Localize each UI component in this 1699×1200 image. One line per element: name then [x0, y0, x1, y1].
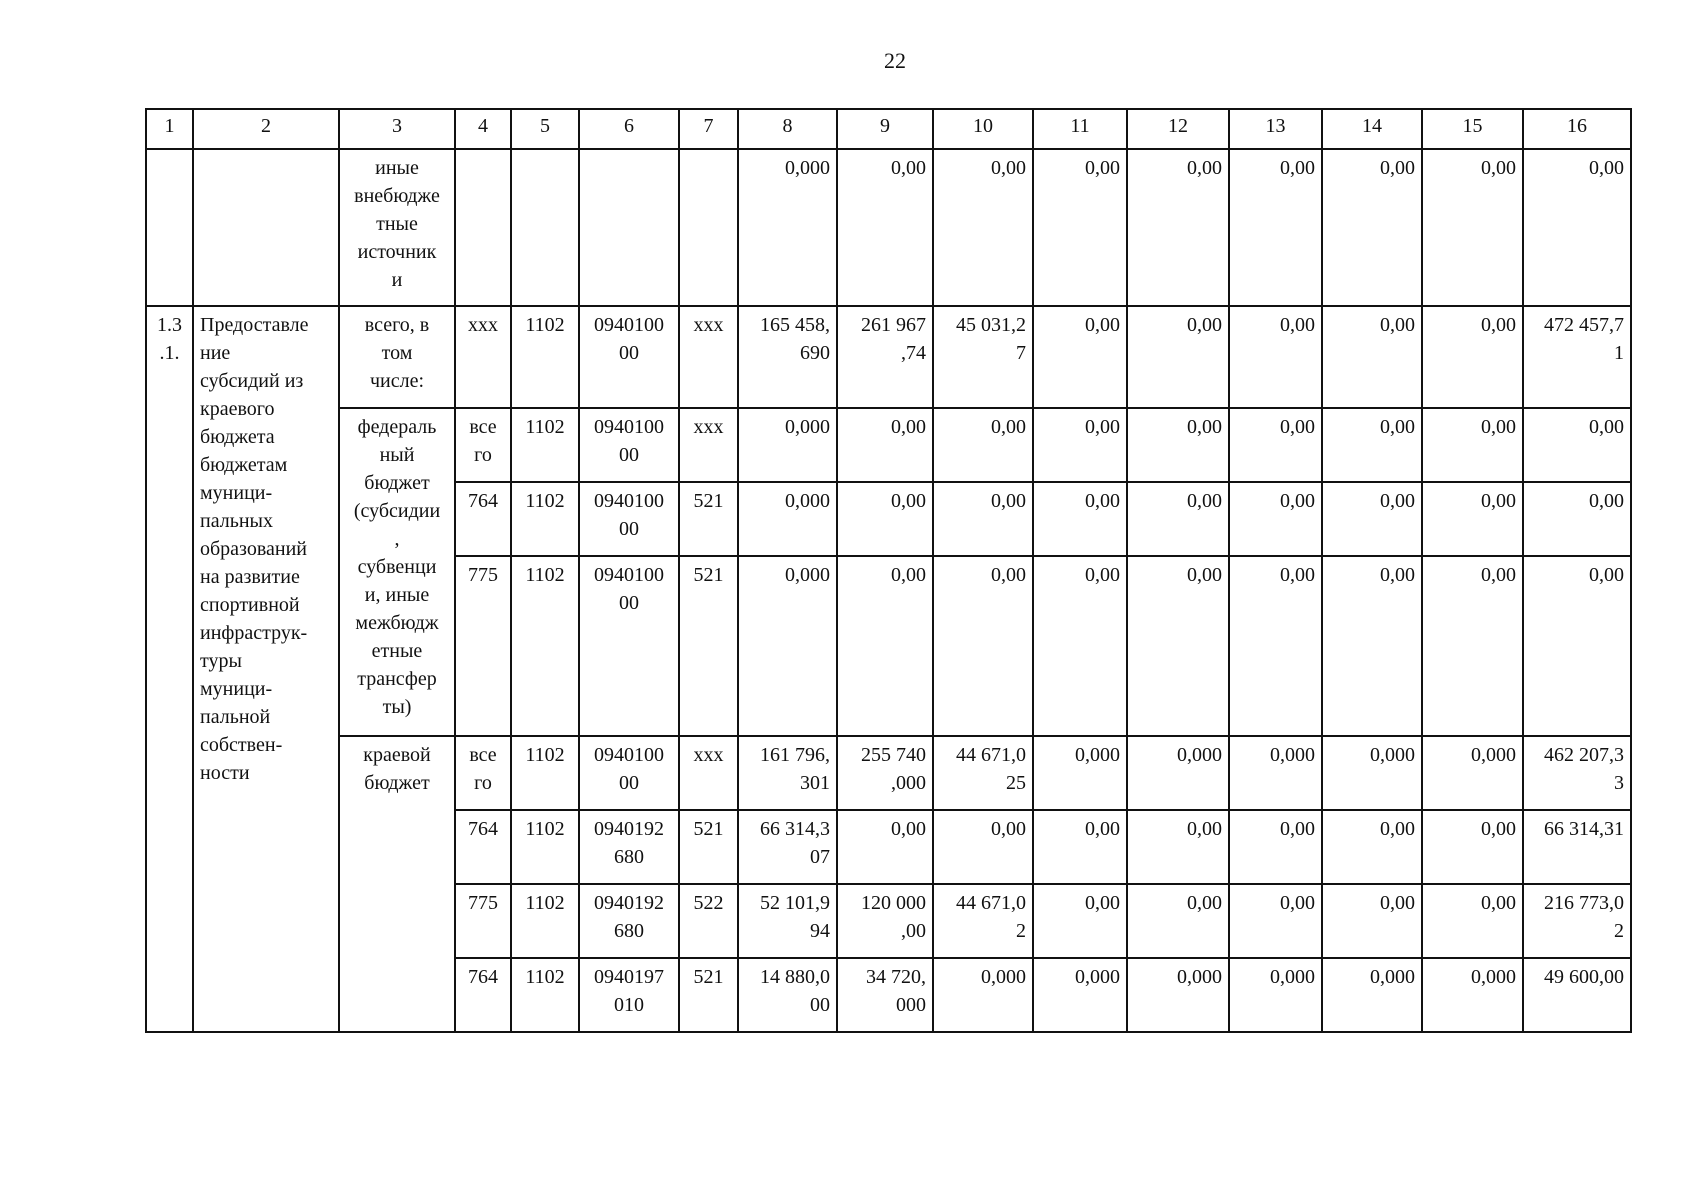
cell-col-13: 0,00: [1229, 810, 1322, 884]
cell-col-15: 0,00: [1422, 408, 1523, 482]
cell-col-4: [455, 149, 511, 306]
cell-col-7: ххх: [679, 408, 738, 482]
funding-source-label: всего, в том числе:: [339, 306, 455, 408]
header-col-8: 8: [738, 109, 837, 149]
item-number: 1.3 .1.: [146, 306, 193, 1032]
budget-table: [145, 108, 1632, 1033]
cell-col-5: 1102: [511, 810, 579, 884]
cell-col-4: 764: [455, 482, 511, 556]
cell-col-16: 462 207,3 3: [1523, 736, 1631, 810]
cell-col-8: 165 458, 690: [738, 306, 837, 408]
cell-col-13: 0,00: [1229, 556, 1322, 736]
cell-col-12: 0,000: [1127, 736, 1229, 810]
cell-col-15: 0,00: [1422, 306, 1523, 408]
cell-col-9: 34 720, 000: [837, 958, 933, 1032]
cell-col-14: 0,00: [1322, 810, 1422, 884]
cell-col-11: 0,00: [1033, 482, 1127, 556]
cell-col-16: 216 773,0 2: [1523, 884, 1631, 958]
cell-col-14: 0,000: [1322, 958, 1422, 1032]
cell-col-15: 0,000: [1422, 736, 1523, 810]
cell-col-16: 0,00: [1523, 556, 1631, 736]
funding-source-label: федераль ный бюджет (субсидии , субвенци и, иные межбюдж етные трансфер ты): [339, 408, 455, 736]
header-col-6: 6: [579, 109, 679, 149]
cell-col-14: 0,00: [1322, 884, 1422, 958]
cell-col-10: 0,000: [933, 958, 1033, 1032]
cell-col-7: 521: [679, 482, 738, 556]
cell-col-9: 0,00: [837, 149, 933, 306]
table-row: [146, 149, 1631, 306]
cell-col-16: 472 457,7 1: [1523, 306, 1631, 408]
item-name: Предоставле ние субсидий из краевого бюджета бюджетам муници- пальных образований на развитие спортивной инфраструк- туры муници- пальной собствен- ности: [193, 306, 339, 1032]
cell-col-13: 0,00: [1229, 149, 1322, 306]
cell-col-11: 0,000: [1033, 958, 1127, 1032]
cell-col-6: [579, 149, 679, 306]
cell-col-10: 44 671,0 2: [933, 884, 1033, 958]
cell-col-10: 44 671,0 25: [933, 736, 1033, 810]
cell-col-14: 0,00: [1322, 149, 1422, 306]
header-col-14: 14: [1322, 109, 1422, 149]
cell-col-8: 14 880,0 00: [738, 958, 837, 1032]
cell-col-9: 255 740 ,000: [837, 736, 933, 810]
funding-source-label: иные внебюдже тные источник и: [339, 149, 455, 306]
cell-col-4: 764: [455, 958, 511, 1032]
cell-col-11: 0,00: [1033, 884, 1127, 958]
cell-col-16: 49 600,00: [1523, 958, 1631, 1032]
cell-col-7: [679, 149, 738, 306]
cell-col-16: 0,00: [1523, 408, 1631, 482]
cell-col-4: все го: [455, 736, 511, 810]
cell-col-10: 0,00: [933, 408, 1033, 482]
cell-col-9: 0,00: [837, 810, 933, 884]
cell-col-7: ххх: [679, 306, 738, 408]
cell-col-12: 0,00: [1127, 408, 1229, 482]
cell-col-16: 0,00: [1523, 149, 1631, 306]
cell-col-5: 1102: [511, 556, 579, 736]
cell-col-11: 0,00: [1033, 408, 1127, 482]
cell-col-15: 0,000: [1422, 958, 1523, 1032]
cell-col-7: ххх: [679, 736, 738, 810]
header-col-12: 12: [1127, 109, 1229, 149]
cell-col-6: 0940192 680: [579, 884, 679, 958]
cell-col-8: 161 796, 301: [738, 736, 837, 810]
cell-col-6: 0940192 680: [579, 810, 679, 884]
cell-col-12: 0,00: [1127, 306, 1229, 408]
header-col-16: 16: [1523, 109, 1631, 149]
cell-col-5: 1102: [511, 482, 579, 556]
cell-col-6: 0940100 00: [579, 736, 679, 810]
cell-col-13: 0,00: [1229, 408, 1322, 482]
header-col-9: 9: [837, 109, 933, 149]
cell-col-15: 0,00: [1422, 556, 1523, 736]
cell-col-7: 521: [679, 556, 738, 736]
table-row: [146, 306, 1631, 408]
cell-col-13: 0,000: [1229, 736, 1322, 810]
cell-col-7: 521: [679, 810, 738, 884]
cell-col-8: 0,000: [738, 556, 837, 736]
cell-col-4: все го: [455, 408, 511, 482]
cell-col-15: 0,00: [1422, 884, 1523, 958]
cell-col-14: 0,00: [1322, 556, 1422, 736]
cell-col-11: 0,00: [1033, 810, 1127, 884]
cell-col-4: 764: [455, 810, 511, 884]
cell-col-11: 0,00: [1033, 149, 1127, 306]
funding-source-label: краевой бюджет: [339, 736, 455, 1032]
cell-col-6: 0940197 010: [579, 958, 679, 1032]
cell-col-15: 0,00: [1422, 810, 1523, 884]
cell-col-9: 0,00: [837, 408, 933, 482]
table-row: [146, 109, 1631, 149]
header-col-1: 1: [146, 109, 193, 149]
cell-col-10: 0,00: [933, 482, 1033, 556]
page-number: 22: [884, 48, 906, 73]
cell-col-16: 66 314,31: [1523, 810, 1631, 884]
cell-col-6: 0940100 00: [579, 408, 679, 482]
cell-col-7: 521: [679, 958, 738, 1032]
table-row: [146, 408, 1631, 482]
cell-col-12: 0,00: [1127, 556, 1229, 736]
cell-col-8: 52 101,9 94: [738, 884, 837, 958]
table-row: [146, 736, 1631, 810]
cell-col-13: 0,00: [1229, 306, 1322, 408]
cell-col-8: 66 314,3 07: [738, 810, 837, 884]
cell-col-5: 1102: [511, 736, 579, 810]
cell-col-6: 0940100 00: [579, 306, 679, 408]
cell-col-14: 0,000: [1322, 736, 1422, 810]
cell-col-9: 0,00: [837, 556, 933, 736]
header-col-2: 2: [193, 109, 339, 149]
cell-col-4: 775: [455, 556, 511, 736]
cell-col-15: 0,00: [1422, 149, 1523, 306]
cell-col-11: 0,00: [1033, 306, 1127, 408]
cell-col-13: 0,00: [1229, 884, 1322, 958]
cell-col-10: 45 031,2 7: [933, 306, 1033, 408]
header-col-13: 13: [1229, 109, 1322, 149]
cell-col-5: 1102: [511, 884, 579, 958]
cell-col-14: 0,00: [1322, 408, 1422, 482]
cell-col-8: 0,000: [738, 408, 837, 482]
cell-col-6: 0940100 00: [579, 482, 679, 556]
header-col-3: 3: [339, 109, 455, 149]
cell-col-12: 0,00: [1127, 482, 1229, 556]
header-col-4: 4: [455, 109, 511, 149]
cell-col-8: 0,000: [738, 149, 837, 306]
header-col-7: 7: [679, 109, 738, 149]
cell-col-10: 0,00: [933, 810, 1033, 884]
header-col-5: 5: [511, 109, 579, 149]
cell-col-12: 0,00: [1127, 884, 1229, 958]
cell-col-14: 0,00: [1322, 306, 1422, 408]
cell-col-7: 522: [679, 884, 738, 958]
header-col-15: 15: [1422, 109, 1523, 149]
cell-col-10: 0,00: [933, 149, 1033, 306]
cell-col-9: 0,00: [837, 482, 933, 556]
cell-col-14: 0,00: [1322, 482, 1422, 556]
header-col-10: 10: [933, 109, 1033, 149]
cell-col-11: 0,000: [1033, 736, 1127, 810]
cell-col-5: 1102: [511, 306, 579, 408]
cell-col-5: 1102: [511, 958, 579, 1032]
cell-col-13: 0,00: [1229, 482, 1322, 556]
cell-col-15: 0,00: [1422, 482, 1523, 556]
cell-col-9: 261 967 ,74: [837, 306, 933, 408]
cell-col-8: 0,000: [738, 482, 837, 556]
cell-col-11: 0,00: [1033, 556, 1127, 736]
cell-col-4: ххх: [455, 306, 511, 408]
cell-col-5: 1102: [511, 408, 579, 482]
cell-col-1: [146, 149, 193, 306]
header-col-11: 11: [1033, 109, 1127, 149]
cell-col-2: [193, 149, 339, 306]
cell-col-13: 0,000: [1229, 958, 1322, 1032]
cell-col-5: [511, 149, 579, 306]
cell-col-12: 0,00: [1127, 810, 1229, 884]
cell-col-16: 0,00: [1523, 482, 1631, 556]
cell-col-4: 775: [455, 884, 511, 958]
cell-col-12: 0,00: [1127, 149, 1229, 306]
cell-col-12: 0,000: [1127, 958, 1229, 1032]
cell-col-6: 0940100 00: [579, 556, 679, 736]
cell-col-10: 0,00: [933, 556, 1033, 736]
cell-col-9: 120 000 ,00: [837, 884, 933, 958]
